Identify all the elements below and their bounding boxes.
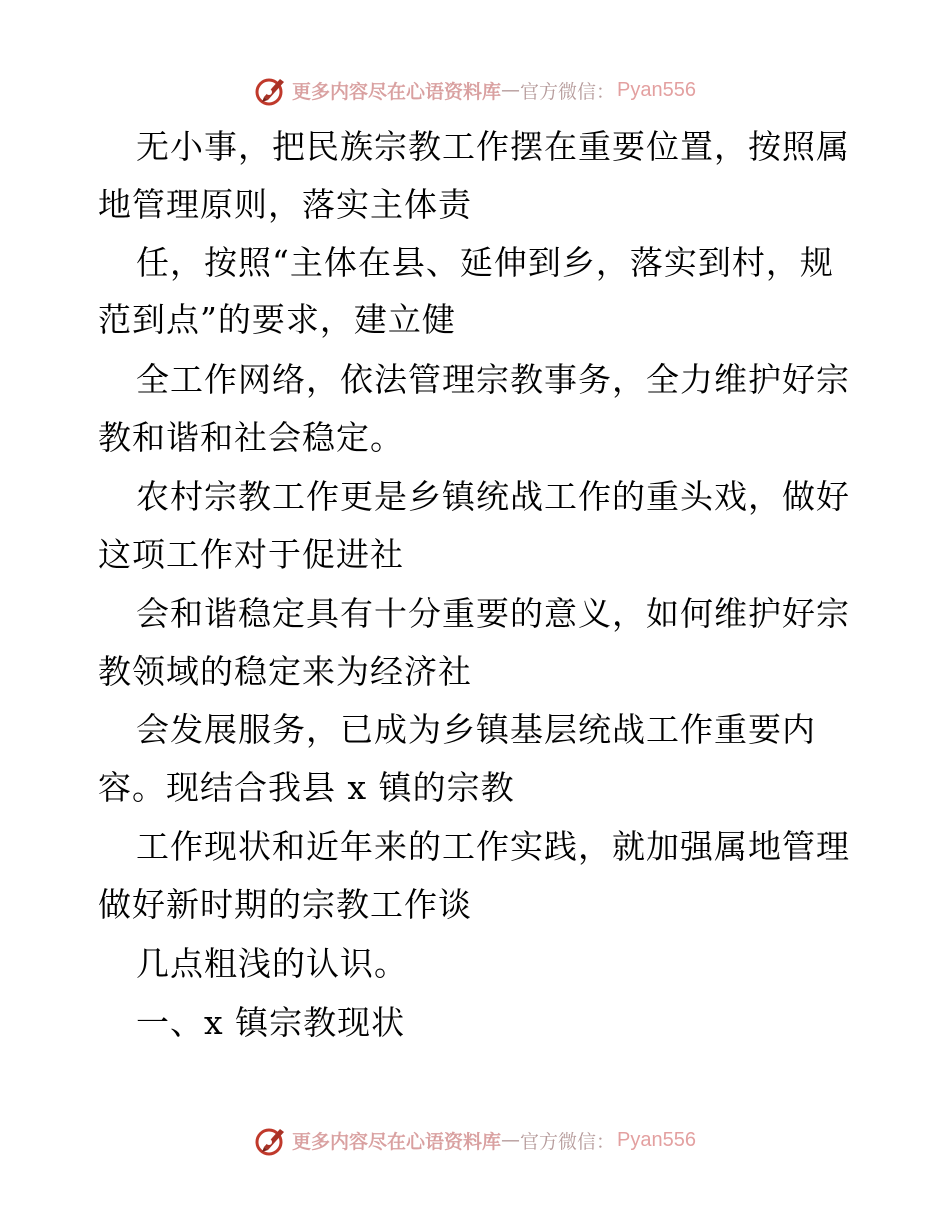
pen-logo-icon [254,1123,288,1157]
banner-separator: — [501,79,521,101]
pen-logo-icon [254,73,288,107]
banner-main-text: 更多内容尽在心语资料库 [292,1130,502,1153]
section-heading: 一、x 镇宗教现状 [136,1003,406,1042]
body-line: 全工作网络，依法管理宗教事务，全力维护好宗 [136,360,850,399]
banner-wechat-label: 官方微信： [520,80,616,103]
body-line: 这项工作对于促进社 [98,535,404,574]
body-line: 会发展服务，已成为乡镇基层统战工作重要内 [136,710,816,749]
footer-banner [0,1120,950,1160]
body-line: 几点粗浅的认识。 [136,944,408,983]
body-line: 工作现状和近年来的工作实践，就加强属地管理 [136,827,850,866]
banner-main-text: 更多内容尽在心语资料库 [292,80,502,103]
body-line: 范到点”的要求，建立健 [98,300,456,339]
banner-wechat-label: 官方微信： [520,1130,616,1153]
body-line: 农村宗教工作更是乡镇统战工作的重头戏，做好 [136,477,850,516]
body-line: 会和谐稳定具有十分重要的意义，如何维护好宗 [136,594,850,633]
body-line: 容。现结合我县 x 镇的宗教 [98,768,515,807]
body-line: 教领域的稳定来为经济社 [98,652,472,691]
banner-wechat-id: Pyan556 [617,1128,696,1151]
banner-wechat-id: Pyan556 [617,78,696,101]
body-line: 教和谐和社会稳定。 [98,418,404,457]
banner-separator: — [501,1129,521,1151]
header-banner [0,70,950,110]
body-line: 地管理原则，落实主体责 [98,185,472,224]
body-line: 任，按照“主体在县、延伸到乡，落实到村，规 [136,243,834,282]
body-line: 无小事，把民族宗教工作摆在重要位置，按照属 [136,127,850,166]
body-line: 做好新时期的宗教工作谈 [98,885,472,924]
